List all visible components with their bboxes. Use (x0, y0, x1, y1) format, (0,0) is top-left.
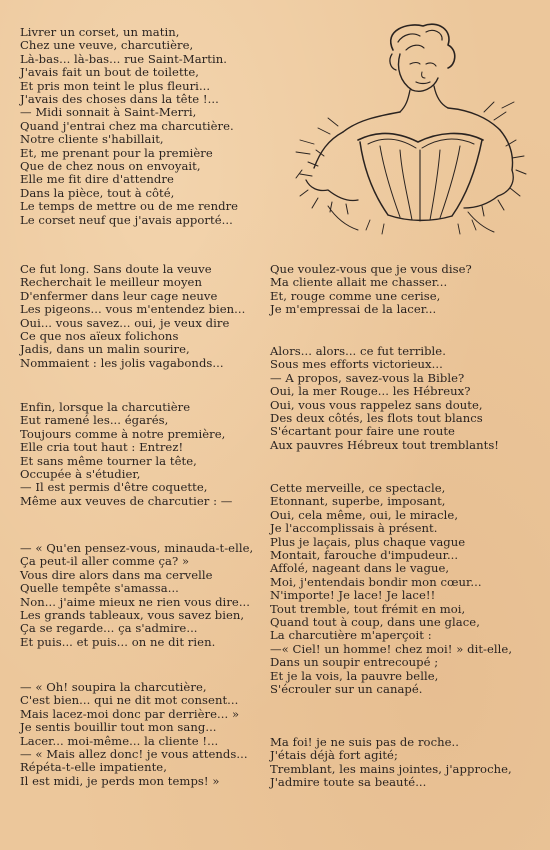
verse-line: Non... j'aime mieux ne rien vous dire... (20, 594, 251, 609)
verse-line: — Midi sonnait à Saint-Merri, (20, 105, 197, 120)
woman-in-corset-sketch-icon (288, 20, 528, 235)
verse-line: — « Oh! soupira la charcutière, (20, 680, 207, 694)
verse-line: Les pigeons... vous m'entendez bien... (20, 302, 246, 317)
verse-line: Ce fut long. Sans doute la veuve (20, 262, 212, 276)
verse-line: Enfin, lorsque la charcutière (20, 400, 191, 414)
stanza-right-2 (270, 345, 499, 452)
verse-line: Cette merveille, ce spectacle, (270, 481, 446, 495)
verse-line: Plus je laçais, plus chaque vague (270, 534, 466, 549)
stanza-right-1 (270, 263, 472, 317)
verse-line: Et sans même tourner la tête, (20, 453, 197, 468)
verse-line: Oui... vous savez... oui, je veux dire (20, 315, 230, 330)
verse-line: Répéta-t-elle impatiente, (20, 760, 167, 775)
verse-line: J'étais déjà fort agité; (270, 748, 398, 763)
verse-line: Là-bas... là-bas... rue Saint-Martin. (20, 51, 227, 66)
verse-line: Affolé, nageant dans le vague, (270, 561, 450, 576)
verse-line: J'admire toute sa beauté... (270, 775, 427, 790)
stanza-right-4 (270, 736, 512, 790)
verse-line: Vous dire alors dans ma cervelle (20, 567, 213, 582)
verse-line: — « Mais allez donc! je vous attends... (20, 747, 248, 762)
verse-line: C'est bien... qui ne dit mot consent... (20, 693, 239, 708)
verse-line: Elle cria tout haut : Entrez! (20, 440, 184, 455)
verse-line: Et, rouge comme une cerise, (270, 288, 441, 303)
verse-line: Notre cliente s'habillait, (20, 132, 164, 147)
verse-line: Alors... alors... ce fut terrible. (270, 344, 446, 358)
stanza-right-3 (270, 482, 512, 697)
verse-line: Et, me prenant pour la première (20, 145, 213, 160)
verse-line: Tout tremble, tout frémit en moi, (270, 601, 466, 616)
verse-line: D'enfermer dans leur cage neuve (20, 288, 218, 303)
verse-line: —« Ciel! un homme! chez moi! » dit-elle, (270, 641, 513, 656)
verse-line: Oui, la mer Rouge... les Hébreux? (270, 384, 471, 399)
verse-line: Quand tout à coup, dans une glace, (270, 615, 480, 630)
verse-line: Etonnant, superbe, imposant, (270, 494, 446, 509)
verse-line: Des deux côtés, les flots tout blancs (270, 411, 483, 426)
verse-line: Que de chez nous on envoyait, (20, 159, 201, 174)
verse-line: Dans un soupir entrecoupé ; (270, 655, 439, 670)
verse-line: Les grands tableaux, vous savez bien, (20, 608, 245, 623)
verse-line: J'avais fait un bout de toilette, (20, 65, 200, 80)
verse-line: Et je la vois, la pauvre belle, (270, 668, 439, 683)
woman-in-corset-illustration (288, 20, 528, 235)
verse-line: Toujours comme à notre première, (20, 426, 226, 441)
verse-line: Je m'empressai de la lacer... (270, 302, 437, 317)
verse-line: Lacer... moi-même... la cliente !... (20, 733, 219, 748)
verse-line: Même aux veuves de charcutier : — (20, 493, 233, 508)
verse-line: — « Qu'en pensez-vous, minauda-t-elle, (20, 541, 254, 555)
verse-line: La charcutière m'aperçoit : (270, 628, 432, 643)
verse-line: N'importe! Je lace! Je lace!! (270, 588, 436, 603)
verse-line: Mais lacez-moi donc par derrière... » (20, 706, 240, 721)
verse-line: Occupée à s'étudier, (20, 467, 141, 482)
stanza-left-4 (20, 542, 253, 649)
verse-line: Oui, cela même, oui, le miracle, (270, 507, 459, 522)
verse-line: Le corset neuf que j'avais apporté... (20, 212, 233, 227)
verse-line: — A propos, savez-vous la Bible? (270, 370, 465, 385)
verse-line: Eut ramené les... égarés, (20, 413, 169, 428)
verse-line: Et puis... et puis... on ne dit rien. (20, 634, 216, 649)
verse-line: Ma foi! je ne suis pas de roche.. (270, 735, 460, 749)
verse-line: Je l'accomplissais à présent. (270, 521, 438, 536)
verse-line: S'écartant pour faire une route (270, 424, 455, 439)
verse-line: Je sentis bouillir tout mon sang... (20, 720, 217, 735)
verse-line: Tremblant, les mains jointes, j'approche, (270, 761, 512, 776)
verse-line: Quand j'entrai chez ma charcutière. (20, 118, 234, 133)
verse-line: Moi, j'entendais bondir mon cœur... (270, 574, 482, 589)
verse-line: Ça se regarde... ça s'admire... (20, 621, 198, 636)
verse-line: — Il est permis d'être coquette, (20, 480, 208, 495)
verse-line: Jadis, dans un malin sourire, (20, 342, 190, 357)
verse-line: Recherchait le meilleur moyen (20, 275, 202, 290)
verse-line: J'avais des choses dans la tête !... (20, 92, 219, 107)
verse-line: Et pris mon teint le plus fleuri... (20, 78, 211, 93)
stanza-left-5 (20, 681, 248, 788)
verse-line: Que voulez-vous que je vous dise? (270, 262, 472, 276)
verse-line: Sous mes efforts victorieux... (270, 357, 443, 372)
verse-line: Quelle tempête s'amassa... (20, 581, 179, 596)
stanza-left-2 (20, 263, 245, 370)
verse-line: Livrer un corset, un matin, (20, 25, 180, 39)
verse-line: Chez une veuve, charcutière, (20, 38, 194, 53)
verse-line: Elle me fit dire d'attendre (20, 172, 174, 187)
verse-line: Nommaient : les jolis vagabonds... (20, 355, 224, 370)
verse-line: Ça peut-il aller comme ça? » (20, 554, 190, 569)
stanza-left-3 (20, 401, 232, 508)
verse-line: Le temps de mettre ou de me rendre (20, 199, 239, 214)
verse-line: Montait, farouche d'impudeur... (270, 548, 459, 563)
verse-line: Ce que nos aïeux folichons (20, 329, 179, 344)
verse-line: Aux pauvres Hébreux tout tremblants! (270, 437, 500, 452)
verse-line: S'écrouler sur un canapé. (270, 682, 423, 697)
verse-line: Oui, vous vous rappelez sans doute, (270, 397, 483, 412)
stanza-left-1 (20, 26, 238, 227)
verse-line: Il est midi, je perds mon temps! » (20, 773, 220, 788)
verse-line: Ma cliente allait me chasser... (270, 275, 448, 290)
verse-line: Dans la pièce, tout à côté, (20, 185, 175, 200)
